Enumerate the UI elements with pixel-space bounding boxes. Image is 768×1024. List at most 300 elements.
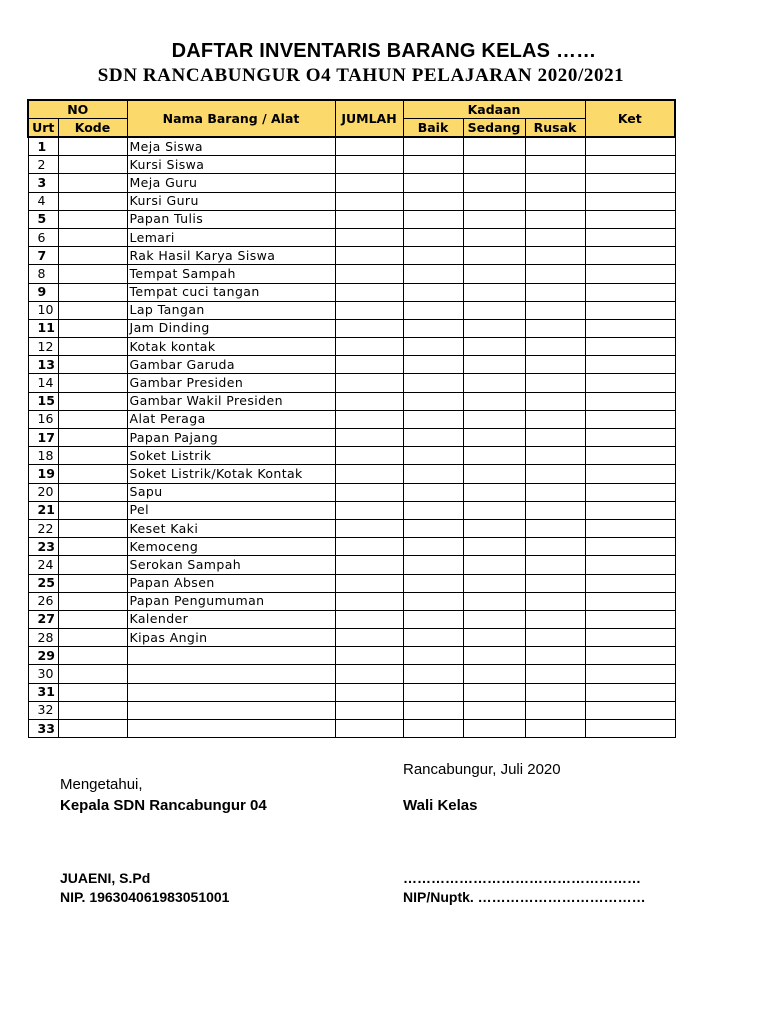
cell-urt: 3	[28, 174, 58, 192]
cell-rusak	[525, 447, 585, 465]
cell-sedang	[463, 629, 525, 647]
header-nama: Nama Barang / Alat	[127, 100, 335, 137]
cell-kode	[58, 519, 127, 537]
header-no: NO	[28, 100, 127, 119]
cell-kode	[58, 356, 127, 374]
cell-rusak	[525, 501, 585, 519]
cell-ket	[585, 174, 675, 192]
cell-jumlah	[335, 501, 403, 519]
cell-kode	[58, 592, 127, 610]
cell-urt: 8	[28, 265, 58, 283]
cell-urt: 24	[28, 556, 58, 574]
header-ket: Ket	[585, 100, 675, 137]
inventory-table	[27, 99, 676, 738]
cell-sedang	[463, 265, 525, 283]
cell-jumlah	[335, 683, 403, 701]
cell-sedang	[463, 210, 525, 228]
cell-sedang	[463, 574, 525, 592]
header-sedang: Sedang	[463, 119, 525, 138]
cell-nama	[127, 701, 335, 719]
cell-ket	[585, 538, 675, 556]
cell-sedang	[463, 556, 525, 574]
cell-rusak	[525, 174, 585, 192]
cell-kode	[58, 665, 127, 683]
cell-urt: 5	[28, 210, 58, 228]
cell-baik	[403, 556, 463, 574]
cell-baik	[403, 683, 463, 701]
cell-baik	[403, 465, 463, 483]
cell-nama	[127, 720, 335, 738]
cell-kode	[58, 374, 127, 392]
cell-nama: Papan Pengumuman	[127, 592, 335, 610]
cell-sedang	[463, 665, 525, 683]
cell-sedang	[463, 192, 525, 210]
cell-jumlah	[335, 647, 403, 665]
cell-jumlah	[335, 228, 403, 246]
kepala-nip: NIP. 196304061983051001	[60, 889, 230, 905]
cell-nama: Rak Hasil Karya Siswa	[127, 247, 335, 265]
cell-sedang	[463, 647, 525, 665]
table-row	[28, 574, 675, 592]
cell-jumlah	[335, 338, 403, 356]
cell-rusak	[525, 647, 585, 665]
cell-jumlah	[335, 574, 403, 592]
cell-baik	[403, 210, 463, 228]
cell-rusak	[525, 265, 585, 283]
cell-nama: Gambar Garuda	[127, 356, 335, 374]
cell-nama: Kursi Siswa	[127, 156, 335, 174]
cell-ket	[585, 210, 675, 228]
cell-rusak	[525, 701, 585, 719]
cell-urt: 26	[28, 592, 58, 610]
table-row	[28, 192, 675, 210]
cell-nama: Kotak kontak	[127, 338, 335, 356]
cell-ket	[585, 610, 675, 628]
cell-ket	[585, 137, 675, 156]
table-row	[28, 592, 675, 610]
cell-baik	[403, 447, 463, 465]
cell-kode	[58, 465, 127, 483]
kepala-title: Kepala SDN Rancabungur 04	[60, 797, 267, 814]
cell-sedang	[463, 174, 525, 192]
cell-baik	[403, 574, 463, 592]
cell-baik	[403, 174, 463, 192]
cell-sedang	[463, 610, 525, 628]
cell-jumlah	[335, 301, 403, 319]
cell-baik	[403, 610, 463, 628]
cell-baik	[403, 501, 463, 519]
cell-sedang	[463, 392, 525, 410]
cell-urt: 11	[28, 319, 58, 337]
table-row	[28, 629, 675, 647]
cell-nama: Lap Tangan	[127, 301, 335, 319]
cell-nama: Tempat Sampah	[127, 265, 335, 283]
table-row	[28, 538, 675, 556]
cell-jumlah	[335, 447, 403, 465]
cell-nama: Gambar Presiden	[127, 374, 335, 392]
cell-jumlah	[335, 174, 403, 192]
cell-rusak	[525, 629, 585, 647]
table-header	[28, 100, 675, 137]
cell-rusak	[525, 538, 585, 556]
cell-kode	[58, 410, 127, 428]
table-row	[28, 265, 675, 283]
cell-urt: 33	[28, 720, 58, 738]
cell-nama: Alat Peraga	[127, 410, 335, 428]
cell-urt: 14	[28, 374, 58, 392]
cell-nama: Gambar Wakil Presiden	[127, 392, 335, 410]
cell-sedang	[463, 701, 525, 719]
cell-nama: Kursi Guru	[127, 192, 335, 210]
table-row	[28, 174, 675, 192]
cell-sedang	[463, 228, 525, 246]
table-row	[28, 338, 675, 356]
cell-jumlah	[335, 465, 403, 483]
document-title: DAFTAR INVENTARIS BARANG KELAS ……	[171, 40, 597, 62]
cell-nama: Sapu	[127, 483, 335, 501]
cell-kode	[58, 447, 127, 465]
cell-rusak	[525, 210, 585, 228]
cell-sedang	[463, 410, 525, 428]
cell-jumlah	[335, 519, 403, 537]
cell-ket	[585, 374, 675, 392]
cell-rusak	[525, 592, 585, 610]
cell-urt: 31	[28, 683, 58, 701]
cell-rusak	[525, 429, 585, 447]
table-row	[28, 247, 675, 265]
cell-rusak	[525, 301, 585, 319]
cell-ket	[585, 701, 675, 719]
cell-kode	[58, 283, 127, 301]
cell-urt: 17	[28, 429, 58, 447]
cell-ket	[585, 501, 675, 519]
mengetahui-label: Mengetahui,	[60, 776, 143, 793]
cell-kode	[58, 429, 127, 447]
cell-kode	[58, 174, 127, 192]
cell-sedang	[463, 538, 525, 556]
cell-jumlah	[335, 247, 403, 265]
table-row	[28, 610, 675, 628]
cell-rusak	[525, 556, 585, 574]
cell-nama: Kipas Angin	[127, 629, 335, 647]
cell-sedang	[463, 356, 525, 374]
cell-kode	[58, 137, 127, 156]
cell-nama: Meja Siswa	[127, 137, 335, 156]
cell-rusak	[525, 228, 585, 246]
cell-jumlah	[335, 356, 403, 374]
cell-rusak	[525, 192, 585, 210]
cell-sedang	[463, 447, 525, 465]
header-urt: Urt	[28, 119, 58, 138]
cell-baik	[403, 665, 463, 683]
cell-baik	[403, 374, 463, 392]
cell-urt: 13	[28, 356, 58, 374]
cell-urt: 32	[28, 701, 58, 719]
cell-rusak	[525, 610, 585, 628]
cell-rusak	[525, 392, 585, 410]
header-jumlah: JUMLAH	[335, 100, 403, 137]
cell-nama: Keset Kaki	[127, 519, 335, 537]
cell-urt: 20	[28, 483, 58, 501]
cell-sedang	[463, 483, 525, 501]
table-row	[28, 429, 675, 447]
cell-baik	[403, 156, 463, 174]
cell-baik	[403, 483, 463, 501]
cell-ket	[585, 665, 675, 683]
cell-kode	[58, 501, 127, 519]
cell-jumlah	[335, 319, 403, 337]
cell-ket	[585, 683, 675, 701]
cell-baik	[403, 192, 463, 210]
cell-baik	[403, 265, 463, 283]
header-kode: Kode	[58, 119, 127, 138]
cell-sedang	[463, 374, 525, 392]
cell-jumlah	[335, 283, 403, 301]
cell-baik	[403, 701, 463, 719]
cell-kode	[58, 556, 127, 574]
cell-urt: 12	[28, 338, 58, 356]
cell-ket	[585, 447, 675, 465]
cell-sedang	[463, 137, 525, 156]
cell-nama	[127, 683, 335, 701]
cell-sedang	[463, 319, 525, 337]
cell-kode	[58, 629, 127, 647]
cell-nama: Soket Listrik	[127, 447, 335, 465]
cell-jumlah	[335, 410, 403, 428]
cell-sedang	[463, 156, 525, 174]
table-row	[28, 356, 675, 374]
cell-nama: Papan Absen	[127, 574, 335, 592]
cell-nama: Pel	[127, 501, 335, 519]
cell-kode	[58, 319, 127, 337]
cell-ket	[585, 247, 675, 265]
cell-rusak	[525, 519, 585, 537]
cell-urt: 6	[28, 228, 58, 246]
cell-baik	[403, 247, 463, 265]
cell-nama: Kalender	[127, 610, 335, 628]
cell-baik	[403, 647, 463, 665]
cell-nama	[127, 647, 335, 665]
cell-kode	[58, 538, 127, 556]
cell-ket	[585, 283, 675, 301]
cell-ket	[585, 592, 675, 610]
table-row	[28, 465, 675, 483]
cell-baik	[403, 538, 463, 556]
cell-ket	[585, 301, 675, 319]
cell-jumlah	[335, 483, 403, 501]
cell-kode	[58, 156, 127, 174]
cell-urt: 30	[28, 665, 58, 683]
cell-jumlah	[335, 156, 403, 174]
cell-jumlah	[335, 538, 403, 556]
table-row	[28, 228, 675, 246]
cell-urt: 7	[28, 247, 58, 265]
cell-urt: 21	[28, 501, 58, 519]
cell-urt: 2	[28, 156, 58, 174]
cell-nama	[127, 665, 335, 683]
cell-urt: 1	[28, 137, 58, 156]
kepala-name: JUAENI, S.Pd	[60, 870, 151, 886]
cell-sedang	[463, 338, 525, 356]
table-row	[28, 447, 675, 465]
cell-sedang	[463, 501, 525, 519]
cell-urt: 23	[28, 538, 58, 556]
table-row	[28, 683, 675, 701]
cell-rusak	[525, 483, 585, 501]
cell-baik	[403, 356, 463, 374]
cell-rusak	[525, 247, 585, 265]
cell-ket	[585, 465, 675, 483]
cell-rusak	[525, 319, 585, 337]
cell-ket	[585, 228, 675, 246]
cell-urt: 27	[28, 610, 58, 628]
cell-jumlah	[335, 720, 403, 738]
cell-ket	[585, 574, 675, 592]
cell-urt: 18	[28, 447, 58, 465]
cell-baik	[403, 392, 463, 410]
table-row	[28, 665, 675, 683]
table-row	[28, 319, 675, 337]
cell-jumlah	[335, 192, 403, 210]
cell-rusak	[525, 665, 585, 683]
cell-nama: Papan Pajang	[127, 429, 335, 447]
cell-ket	[585, 410, 675, 428]
cell-kode	[58, 301, 127, 319]
cell-rusak	[525, 283, 585, 301]
cell-rusak	[525, 156, 585, 174]
cell-sedang	[463, 301, 525, 319]
cell-urt: 4	[28, 192, 58, 210]
cell-ket	[585, 319, 675, 337]
cell-jumlah	[335, 701, 403, 719]
cell-rusak	[525, 465, 585, 483]
cell-baik	[403, 429, 463, 447]
cell-baik	[403, 410, 463, 428]
cell-nama: Soket Listrik/Kotak Kontak	[127, 465, 335, 483]
wali-nip: NIP/Nuptk. ………………………………	[403, 889, 646, 905]
wali-title: Wali Kelas	[403, 797, 478, 814]
table-row	[28, 410, 675, 428]
cell-jumlah	[335, 210, 403, 228]
cell-nama: Kemoceng	[127, 538, 335, 556]
cell-ket	[585, 647, 675, 665]
cell-jumlah	[335, 137, 403, 156]
cell-urt: 19	[28, 465, 58, 483]
cell-rusak	[525, 574, 585, 592]
cell-sedang	[463, 247, 525, 265]
table-row	[28, 501, 675, 519]
cell-jumlah	[335, 265, 403, 283]
cell-ket	[585, 519, 675, 537]
cell-baik	[403, 519, 463, 537]
cell-sedang	[463, 465, 525, 483]
cell-ket	[585, 392, 675, 410]
cell-ket	[585, 192, 675, 210]
cell-kode	[58, 192, 127, 210]
cell-rusak	[525, 137, 585, 156]
cell-ket	[585, 265, 675, 283]
cell-baik	[403, 720, 463, 738]
cell-rusak	[525, 720, 585, 738]
table-row	[28, 301, 675, 319]
cell-baik	[403, 629, 463, 647]
cell-baik	[403, 301, 463, 319]
header-rusak: Rusak	[525, 119, 585, 138]
cell-rusak	[525, 338, 585, 356]
cell-nama: Serokan Sampah	[127, 556, 335, 574]
cell-kode	[58, 647, 127, 665]
cell-urt: 22	[28, 519, 58, 537]
cell-rusak	[525, 374, 585, 392]
cell-sedang	[463, 519, 525, 537]
cell-urt: 16	[28, 410, 58, 428]
cell-ket	[585, 556, 675, 574]
cell-jumlah	[335, 374, 403, 392]
header-kadaan: Kadaan	[403, 100, 585, 119]
cell-rusak	[525, 356, 585, 374]
cell-kode	[58, 338, 127, 356]
wali-name: ……………………………………………	[403, 870, 641, 886]
cell-baik	[403, 592, 463, 610]
cell-jumlah	[335, 556, 403, 574]
table-row	[28, 720, 675, 738]
cell-kode	[58, 483, 127, 501]
table-row	[28, 156, 675, 174]
cell-kode	[58, 210, 127, 228]
cell-kode	[58, 701, 127, 719]
table-row	[28, 374, 675, 392]
cell-rusak	[525, 410, 585, 428]
cell-baik	[403, 228, 463, 246]
cell-sedang	[463, 683, 525, 701]
cell-jumlah	[335, 429, 403, 447]
table-row	[28, 519, 675, 537]
cell-jumlah	[335, 610, 403, 628]
cell-nama: Tempat cuci tangan	[127, 283, 335, 301]
cell-baik	[403, 283, 463, 301]
cell-sedang	[463, 429, 525, 447]
cell-kode	[58, 574, 127, 592]
cell-kode	[58, 247, 127, 265]
table-row	[28, 283, 675, 301]
cell-nama: Lemari	[127, 228, 335, 246]
cell-urt: 15	[28, 392, 58, 410]
table-row	[28, 210, 675, 228]
cell-kode	[58, 683, 127, 701]
cell-ket	[585, 429, 675, 447]
table-body	[28, 137, 675, 738]
cell-urt: 29	[28, 647, 58, 665]
table-row	[28, 483, 675, 501]
cell-kode	[58, 720, 127, 738]
cell-nama: Jam Dinding	[127, 319, 335, 337]
cell-kode	[58, 228, 127, 246]
cell-baik	[403, 338, 463, 356]
table-row	[28, 556, 675, 574]
cell-nama: Papan Tulis	[127, 210, 335, 228]
cell-ket	[585, 629, 675, 647]
header-baik: Baik	[403, 119, 463, 138]
cell-kode	[58, 265, 127, 283]
cell-ket	[585, 156, 675, 174]
table-row	[28, 701, 675, 719]
cell-ket	[585, 338, 675, 356]
cell-jumlah	[335, 665, 403, 683]
cell-urt: 9	[28, 283, 58, 301]
cell-ket	[585, 483, 675, 501]
cell-nama: Meja Guru	[127, 174, 335, 192]
cell-jumlah	[335, 629, 403, 647]
